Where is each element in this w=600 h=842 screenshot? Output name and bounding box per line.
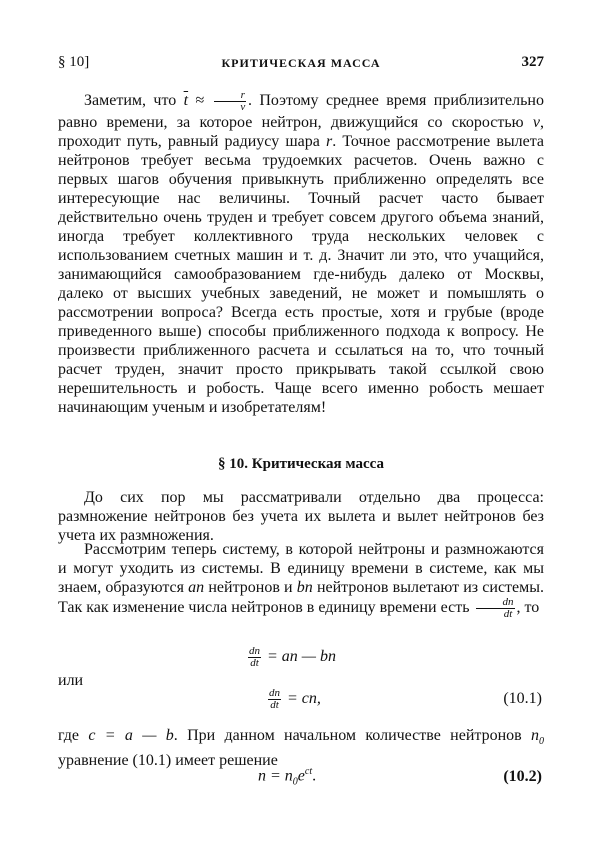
- equation-rhs: = an — bn: [267, 648, 337, 666]
- fraction-denominator: dt: [270, 699, 279, 711]
- conjunction-ili: или: [58, 672, 84, 689]
- fraction-dn-dt: [248, 646, 261, 669]
- para3-text-2: нейтронов и: [208, 579, 293, 596]
- para1-text-3: , проходит путь, равный радиусу шара: [58, 114, 545, 150]
- fraction-denominator: dt: [503, 608, 513, 620]
- para3-text-1: Рассмотрим теперь систему, в которой нейтроны и размножаются и могут уходить из системы. В единицу времени в системе, как мы знаем, образуются: [58, 541, 544, 596]
- velocity-symbol: v: [532, 114, 541, 131]
- fraction-numerator: dn: [269, 687, 280, 699]
- fraction-numerator: dn: [476, 597, 515, 609]
- n-symbol: n: [531, 727, 540, 744]
- an-symbol: an: [188, 579, 205, 596]
- exponent: ct: [304, 766, 313, 777]
- equation-rate: [58, 640, 544, 674]
- para1-text-1: Заметим, что: [84, 92, 177, 110]
- para4-text-3: уравнение (10.1) имеет решение: [58, 752, 278, 770]
- para1-text-4: . Точное рассмотрение вылета нейтронов требует весьма трудоемких расчетов. Очень важно с первых шагов обучения привыкнуть приближенно определять все интересующие нас величины. Точный расчет часто бывает действительно очень труден и требует совсем другого объема знаний, иногда требует коллективного труда нескольких человек с использованием счетных машин и т. д. Значит ли это, что учащийся, занимающийся самообразованием где-нибудь далеко от Москвы, далеко от высших учебных заведений, не может и помышлять о рассмотрении вопроса? Всегда есть простые, хотя и грубые (вроде приведенного выше) способы приближенного подхода к вопросу. Не произвести приближенного расчета и ссылаться на то, что точный расчет труден, значит просто прикрывать такой ссылкой свою нерешительность и робость. Чаще всего именно робость мешает начинающим ученым и изобретателям!: [58, 133, 545, 416]
- c-definition: c = a — b: [88, 727, 174, 744]
- radius-symbol: r: [325, 133, 333, 150]
- subscript-zero: 0: [292, 776, 298, 788]
- equation-number: (10.1): [503, 690, 542, 707]
- paragraph-approximation: [58, 90, 544, 417]
- fraction-dn-dt-inline: [476, 597, 515, 620]
- fraction-denominator: dt: [250, 657, 259, 669]
- equation-10-1: [58, 682, 544, 716]
- mean-time-symbol: $\overline{t}$: [183, 92, 189, 110]
- para1-text-2: . Поэтому среднее время приблизительно равно времени, за которое нейтрон, движущийся со скоростью: [58, 92, 544, 131]
- section-heading: § 10. Критическая масса: [218, 456, 384, 472]
- subscript-zero: 0: [539, 736, 545, 748]
- para4-text-2: . При данном начальном количестве нейтронов: [173, 727, 522, 744]
- bn-symbol: bn: [296, 579, 313, 596]
- header-title: КРИТИЧЕСКАЯ МАССА: [221, 56, 381, 70]
- para3-text-3: нейтронов вылетают из системы. Так как изменение числа нейтронов в единицу времени есть: [58, 579, 545, 617]
- equation-number: (10.2): [503, 768, 542, 785]
- fraction-numerator: dn: [249, 645, 260, 657]
- approx-sign: ≈: [195, 92, 205, 110]
- paragraph-system: [58, 540, 544, 620]
- fraction-dn-dt: [268, 688, 281, 711]
- equation-rhs: = cn,: [287, 690, 321, 708]
- header-section-ref: § 10]: [58, 54, 90, 70]
- equation-period: .: [312, 767, 317, 785]
- paragraph-two-processes: [58, 488, 544, 545]
- exp-base: e: [297, 767, 305, 785]
- running-header: [58, 54, 544, 76]
- fraction-denominator: v: [240, 101, 246, 113]
- fraction-r-over-v: [214, 90, 246, 113]
- n0-symbol: [531, 727, 545, 748]
- equation-lhs: n = n: [258, 767, 293, 785]
- equation-10-2: [58, 760, 544, 794]
- fraction-numerator: r: [214, 90, 246, 102]
- para2-text: До сих пор мы рассматривали отдельно два процесса: размножение нейтронов без учета их вылета и вылет нейтронов без учета их размножения.: [58, 489, 544, 544]
- para3-text-4: , то: [516, 599, 540, 617]
- para4-text-1: где: [58, 727, 80, 744]
- page-number: 327: [521, 54, 544, 70]
